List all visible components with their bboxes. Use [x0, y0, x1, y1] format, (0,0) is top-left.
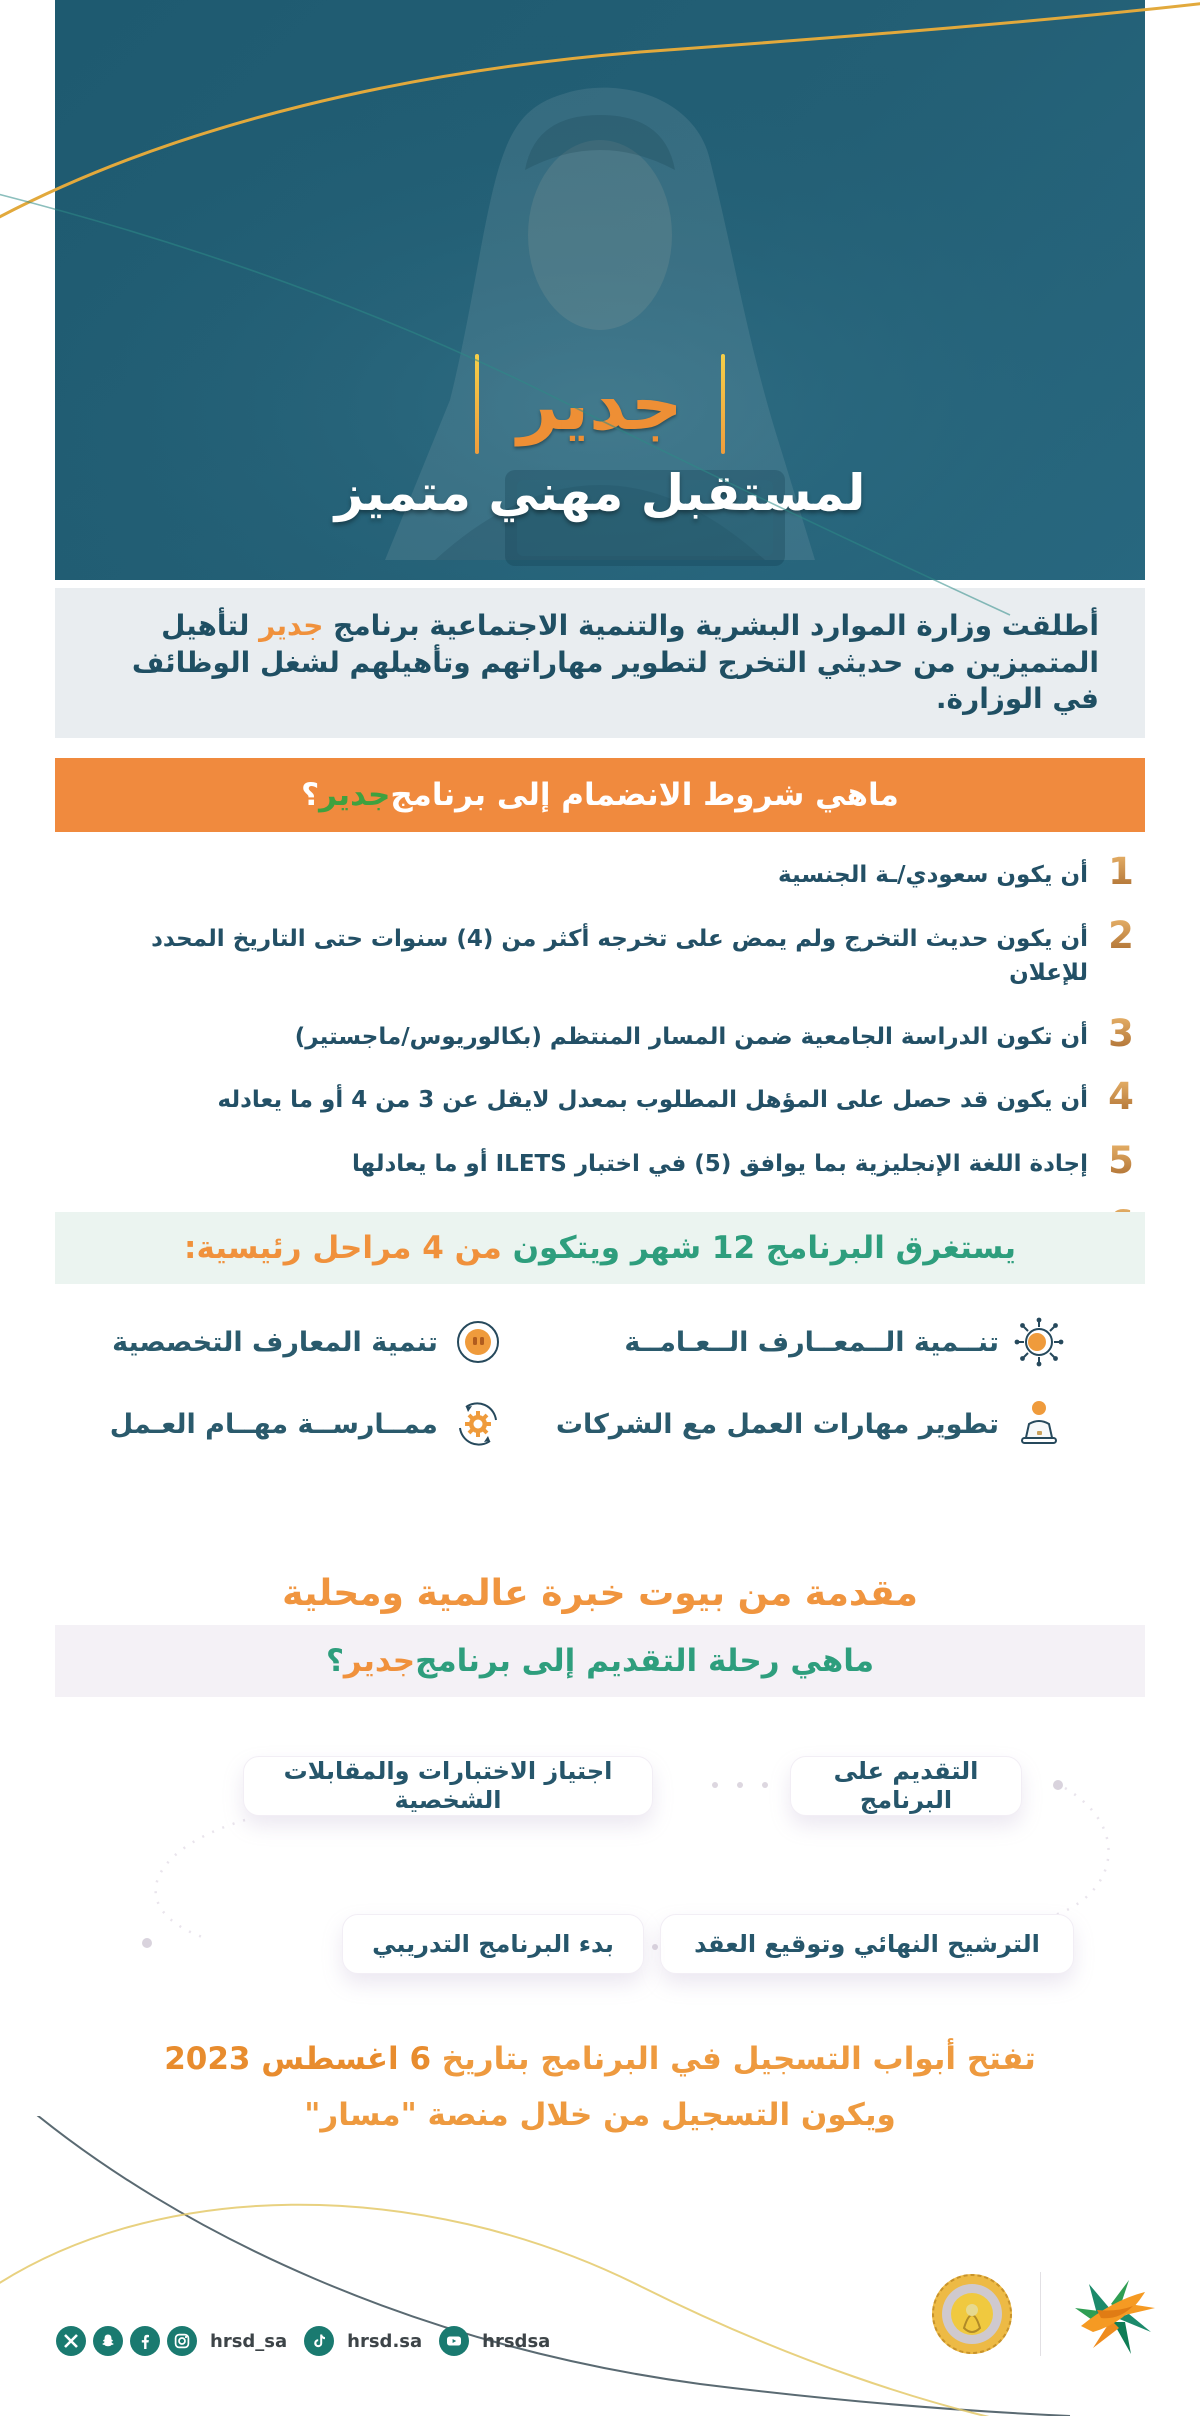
- journey-step-nomination: [660, 1914, 1074, 1974]
- condition-item: [55, 913, 1138, 991]
- phase-item-specialized-knowledge: [55, 1316, 556, 1368]
- social-handle-main[interactable]: hrsd_sa: [210, 2330, 288, 2352]
- hero-banner: [55, 0, 1145, 580]
- duration-banner: [55, 1212, 1145, 1284]
- intro-text-after: لتأهيل المتميزين من حديثي التخرج لتطوير مهاراتهم وتأهيلهم لشغل الوظائف في الوزارة.: [131, 608, 1099, 716]
- social-bar: [56, 2326, 560, 2356]
- phase-label: تنمية المعارف التخصصية: [112, 1326, 438, 1358]
- intro-paragraph: [55, 602, 1145, 725]
- hero-title-row: [475, 354, 724, 454]
- title-right-bar-decoration: [721, 354, 725, 454]
- journey-step-label: بدء البرنامج التدريبي: [372, 1929, 614, 1958]
- journey-step-start-program: [342, 1914, 644, 1974]
- condition-number: 4: [1104, 1077, 1138, 1118]
- journey-banner-text: ماهي رحلة التقديم إلى برنامج: [415, 1643, 875, 1679]
- program-slogan: لمستقبل مهني متميز: [334, 464, 866, 522]
- decorative-curves-footer: [0, 2116, 1200, 2416]
- hrsd-ministry-logo: [1067, 2270, 1159, 2358]
- condition-number: 3: [1104, 1014, 1138, 1055]
- condition-number: 1: [1104, 852, 1138, 893]
- journey-step-apply: [790, 1756, 1022, 1816]
- condition-item: [55, 852, 1138, 893]
- hero-content: [55, 0, 1145, 580]
- conditions-banner-text: ماهي شروط الانضمام إلى برنامج: [390, 777, 899, 813]
- knowledge-network-icon: [1013, 1316, 1065, 1368]
- tiktok-icon[interactable]: [304, 2326, 334, 2356]
- condition-text: إجادة اللغة الإنجليزية بما يوافق (5) في اختبار ILETS أو ما يعادلها: [352, 1151, 1088, 1178]
- condition-text: أن يكون حديث التخرج ولم يمض على تخرجه أكثر من (4) سنوات حتى التاريخ المحدد للإعلان: [151, 925, 1088, 987]
- condition-number: 2: [1104, 916, 1138, 957]
- phase-item-general-knowledge: [556, 1316, 1145, 1368]
- conditions-banner-qmark: ؟: [301, 777, 320, 813]
- conditions-banner-program-name: جدير: [319, 777, 391, 813]
- registration-line1: [55, 2032, 1145, 2088]
- journey-banner-program-name: جدير: [343, 1643, 416, 1679]
- condition-text: أن يكون قد حصل على المؤهل المطلوب بمعدل لايقل عن 3 من 4 أو ما يعادله: [217, 1087, 1088, 1114]
- coins-icon: [452, 1316, 504, 1368]
- intro-program-name: جدير: [259, 608, 324, 642]
- journey-step-label: الترشيح النهائي وتوقيع العقد: [694, 1929, 1040, 1958]
- registration-date: 6 اغسطس 2023: [164, 2041, 432, 2077]
- journey-step-label: التقديم على البرنامج: [833, 1757, 979, 1814]
- journey-banner: [55, 1625, 1145, 1697]
- registration-line1-text: تفتح أبواب التسجيل في البرنامج بتاريخ: [431, 2041, 1036, 2077]
- conditions-banner: [55, 758, 1145, 832]
- person-laptop-icon: [1013, 1398, 1065, 1450]
- phase-label: تطوير مهارات العمل مع الشركات: [555, 1408, 999, 1440]
- condition-text: أن يكون سعودي/ـة الجنسية: [778, 862, 1088, 888]
- phase-label: تنــمية الــمعــارف الــعـامــة: [624, 1326, 999, 1358]
- journey-banner-qmark: ؟: [325, 1643, 344, 1679]
- journey-end-dot: [142, 1938, 152, 1948]
- journey-step-label: اجتياز الاختبارات والمقابلات الشخصية: [283, 1757, 613, 1814]
- jadeer-gold-seal-logo: [930, 2272, 1014, 2356]
- condition-item: [55, 1077, 1138, 1118]
- phase-item-work-practice: [55, 1398, 556, 1450]
- snapchat-icon[interactable]: [93, 2326, 123, 2356]
- phase-item-company-skills: [556, 1398, 1145, 1450]
- intro-box: [55, 588, 1145, 738]
- phases-grid: [55, 1316, 1145, 1450]
- gear-cycle-icon: [452, 1398, 504, 1450]
- footer-logos: [930, 2270, 1159, 2358]
- providers-heading: مقدمة من بيوت خبرة عالمية ومحلية: [282, 1573, 918, 1614]
- title-left-bar-decoration: [475, 354, 479, 454]
- journey-step-tests: [243, 1756, 653, 1816]
- conditions-list: [55, 852, 1138, 1245]
- phase-label: ممــارســة مهــام العـمل: [109, 1408, 438, 1440]
- condition-number: 5: [1104, 1141, 1138, 1182]
- duration-text-orange: من 4 مراحل رئيسية:: [184, 1230, 502, 1266]
- registration-line2: ويكون التسجيل من خلال منصة "مسار": [304, 2096, 896, 2133]
- condition-text: أن تكون الدراسة الجامعية ضمن المسار المنتظم (بكالوريوس/ماجستير): [294, 1023, 1088, 1050]
- journey-start-dot: [1053, 1780, 1063, 1790]
- instagram-icon[interactable]: [167, 2326, 197, 2356]
- logo-divider: [1040, 2272, 1041, 2356]
- condition-item: [55, 1011, 1138, 1055]
- x-twitter-icon[interactable]: [56, 2326, 86, 2356]
- youtube-icon[interactable]: [439, 2326, 469, 2356]
- intro-text-before: أطلقت وزارة الموارد البشرية والتنمية الاجتماعية برنامج: [323, 608, 1099, 642]
- social-handle-youtube[interactable]: hrsdsa: [482, 2330, 551, 2352]
- duration-text-green: يستغرق البرنامج 12 شهر ويتكون: [512, 1230, 1016, 1266]
- facebook-icon[interactable]: [130, 2326, 160, 2356]
- program-title: جدير: [517, 362, 683, 446]
- condition-item: [55, 1141, 1138, 1182]
- social-handle-tiktok[interactable]: hrsd.sa: [347, 2330, 423, 2352]
- registration-note: [55, 2032, 1145, 2144]
